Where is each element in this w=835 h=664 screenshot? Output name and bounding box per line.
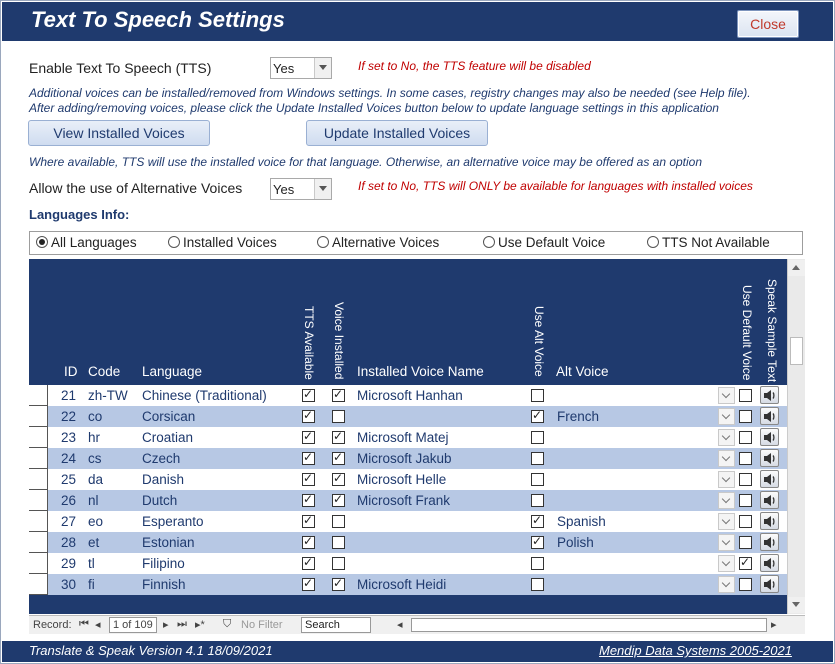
cell-installed-voice-name: Microsoft Heidi: [357, 577, 447, 592]
use-default-voice-checkbox[interactable]: [739, 494, 752, 507]
use-alt-voice-checkbox[interactable]: [531, 557, 544, 570]
speaker-icon[interactable]: [760, 575, 779, 593]
chevron-down-icon[interactable]: [314, 179, 331, 199]
table-row[interactable]: [29, 574, 787, 595]
tts-available-checkbox[interactable]: [302, 473, 315, 486]
voice-installed-checkbox[interactable]: [332, 452, 345, 465]
cell-language: Croatian: [142, 430, 194, 445]
scroll-left-icon[interactable]: ◂: [397, 619, 403, 631]
scroll-up-icon[interactable]: [788, 260, 805, 276]
cell-code: cs: [88, 451, 102, 466]
col-use-alt-voice: Use Alt Voice: [532, 306, 546, 377]
cell-language: Estonian: [142, 535, 195, 550]
alt-voice-dropdown-icon[interactable]: [718, 471, 735, 488]
scroll-thumb[interactable]: [790, 337, 803, 365]
filter-status[interactable]: No Filter: [241, 619, 283, 631]
use-default-voice-checkbox[interactable]: [739, 431, 752, 444]
scroll-right-icon[interactable]: ▸: [771, 619, 777, 631]
speaker-icon[interactable]: [760, 470, 779, 488]
info-line-1: Additional voices can be installed/removed from Windows settings. In some cases, registry changes may also be needed (see Help file).: [29, 86, 751, 100]
first-record-icon[interactable]: ⏮: [79, 618, 89, 630]
use-alt-voice-checkbox[interactable]: [531, 389, 544, 402]
table-row[interactable]: [29, 448, 787, 469]
radio-label: Installed Voices: [183, 235, 277, 250]
voice-installed-checkbox[interactable]: [332, 410, 345, 423]
vertical-scrollbar[interactable]: [787, 259, 805, 614]
use-alt-voice-checkbox[interactable]: [531, 578, 544, 591]
cell-id: 23: [60, 430, 76, 445]
cell-code: da: [88, 472, 104, 487]
table-row[interactable]: [29, 427, 787, 448]
radio-label: Alternative Voices: [332, 235, 440, 250]
radio-icon: [647, 236, 659, 248]
cell-code: nl: [88, 493, 99, 508]
voice-installed-checkbox[interactable]: [332, 536, 345, 549]
last-record-icon[interactable]: ⏭: [177, 618, 187, 630]
cell-id: 25: [60, 472, 76, 487]
cell-language: Corsican: [142, 409, 196, 424]
col-id: ID: [64, 364, 78, 379]
speaker-icon[interactable]: [760, 428, 779, 446]
voice-installed-checkbox[interactable]: [332, 389, 345, 402]
speaker-icon[interactable]: [760, 386, 779, 404]
filter-icon: ⛉: [223, 618, 232, 630]
cell-language: Chinese (Traditional): [142, 388, 267, 403]
col-speak-sample-text: Speak Sample Text: [765, 279, 779, 383]
use-alt-voice-checkbox[interactable]: [531, 494, 544, 507]
cell-code: tl: [88, 556, 95, 571]
cell-id: 29: [60, 556, 76, 571]
use-default-voice-checkbox[interactable]: [739, 452, 752, 465]
radio-icon: [483, 236, 495, 248]
close-button[interactable]: Close: [737, 10, 799, 38]
table-row[interactable]: [29, 469, 787, 490]
horizontal-scrollbar[interactable]: [411, 618, 767, 632]
use-alt-voice-checkbox[interactable]: [531, 473, 544, 486]
cell-installed-voice-name: Microsoft Frank: [357, 493, 451, 508]
radio-installed-voices[interactable]: [168, 235, 277, 250]
col-voice-installed: Voice Installed: [332, 302, 346, 380]
use-alt-voice-checkbox[interactable]: [531, 410, 544, 423]
footer-bar: [2, 641, 833, 662]
alt-voices-value: Yes: [273, 182, 295, 197]
cell-language: Dutch: [142, 493, 178, 508]
radio-label: TTS Not Available: [662, 235, 770, 250]
cell-id: 22: [60, 409, 76, 424]
use-alt-voice-checkbox[interactable]: [531, 452, 544, 465]
col-code: Code: [88, 364, 121, 379]
cell-code: zh-TW: [88, 388, 128, 403]
alt-voice-dropdown-icon[interactable]: [718, 534, 735, 551]
speaker-icon[interactable]: [760, 533, 779, 551]
radio-icon: [168, 236, 180, 248]
radio-all-languages[interactable]: [36, 235, 137, 250]
tts-available-checkbox[interactable]: [302, 431, 315, 444]
new-record-icon[interactable]: ▸*: [195, 619, 205, 631]
speaker-icon[interactable]: [760, 407, 779, 425]
alt-voice-dropdown-icon[interactable]: [718, 408, 735, 425]
cell-alt-voice: French: [557, 409, 600, 424]
cell-installed-voice-name: Microsoft Matej: [357, 430, 449, 445]
cell-language: Danish: [142, 472, 185, 487]
tts-available-checkbox[interactable]: [302, 557, 315, 570]
cell-id: 28: [60, 535, 76, 550]
view-installed-voices-button[interactable]: View Installed Voices: [28, 120, 210, 146]
record-navigator: [29, 615, 805, 634]
enable-tts-value: Yes: [273, 61, 295, 76]
use-default-voice-checkbox[interactable]: [739, 473, 752, 486]
cell-installed-voice-name: Microsoft Jakub: [357, 451, 452, 466]
page-title: Text To Speech Settings: [31, 7, 285, 32]
cell-language: Filipino: [142, 556, 185, 571]
alt-voices-label: Allow the use of Alternative Voices: [29, 180, 243, 196]
search-input[interactable]: Search: [301, 617, 371, 633]
col-alt-voice: Alt Voice: [556, 364, 609, 379]
cell-id: 24: [60, 451, 76, 466]
use-alt-voice-checkbox[interactable]: [531, 515, 544, 528]
use-alt-voice-checkbox[interactable]: [531, 536, 544, 549]
scroll-down-icon[interactable]: [788, 597, 805, 613]
speaker-icon[interactable]: [760, 554, 779, 572]
languages-info-label: Languages Info:: [29, 207, 130, 222]
tts-available-checkbox[interactable]: [302, 389, 315, 402]
use-default-voice-checkbox[interactable]: [739, 578, 752, 591]
cell-language: Esperanto: [142, 514, 204, 529]
use-alt-voice-checkbox[interactable]: [531, 431, 544, 444]
table-row[interactable]: [29, 490, 787, 511]
col-use-default-voice: Use Default Voice: [740, 285, 754, 381]
alt-voice-info: Where available, TTS will use the installed voice for that language. Otherwise, an alternative voice may be offered as an option: [29, 155, 703, 169]
alt-voices-note: If set to No, TTS will ONLY be available for languages with installed voices: [358, 179, 753, 193]
col-installed-voice-name: Installed Voice Name: [357, 364, 484, 379]
table-row[interactable]: [29, 511, 787, 532]
record-label: Record:: [33, 619, 72, 631]
alt-voice-dropdown-icon[interactable]: [718, 387, 735, 404]
voice-installed-checkbox[interactable]: [332, 515, 345, 528]
table-row[interactable]: [29, 553, 787, 574]
alt-voice-dropdown-icon[interactable]: [718, 429, 735, 446]
speaker-icon[interactable]: [760, 491, 779, 509]
cell-code: et: [88, 535, 100, 550]
alt-voice-dropdown-icon[interactable]: [718, 555, 735, 572]
use-default-voice-checkbox[interactable]: [739, 557, 752, 570]
voice-installed-checkbox[interactable]: [332, 431, 345, 444]
alt-voices-select[interactable]: [270, 178, 332, 200]
enable-tts-select[interactable]: [270, 57, 332, 79]
radio-label: All Languages: [51, 235, 137, 250]
title-bar: [2, 2, 833, 41]
prev-record-icon[interactable]: ◂: [95, 619, 101, 631]
radio-alternative-voices[interactable]: [317, 235, 439, 250]
use-default-voice-checkbox[interactable]: [739, 536, 752, 549]
cell-id: 21: [60, 388, 76, 403]
radio-label: Use Default Voice: [498, 235, 606, 250]
radio-tts-not-available[interactable]: [647, 235, 770, 250]
table-row[interactable]: [29, 532, 787, 553]
language-filter-group: [29, 231, 803, 255]
cell-alt-voice: Spanish: [557, 514, 606, 529]
col-language: Language: [142, 364, 203, 379]
enable-tts-note: If set to No, the TTS feature will be disabled: [358, 59, 591, 73]
cell-code: co: [88, 409, 103, 424]
tts-available-checkbox[interactable]: [302, 578, 315, 591]
tts-available-checkbox[interactable]: [302, 536, 315, 549]
table-row[interactable]: [29, 385, 787, 406]
use-default-voice-checkbox[interactable]: [739, 389, 752, 402]
tts-available-checkbox[interactable]: [302, 452, 315, 465]
tts-available-checkbox[interactable]: [302, 515, 315, 528]
cell-id: 30: [60, 577, 76, 592]
cell-language: Czech: [142, 451, 181, 466]
enable-tts-label: Enable Text To Speech (TTS): [29, 60, 212, 76]
chevron-down-icon[interactable]: [314, 58, 331, 78]
speaker-icon[interactable]: [760, 512, 779, 530]
cell-id: 27: [60, 514, 76, 529]
cell-language: Finnish: [142, 577, 186, 592]
voice-installed-checkbox[interactable]: [332, 557, 345, 570]
use-default-voice-checkbox[interactable]: [739, 410, 752, 423]
voice-installed-checkbox[interactable]: [332, 494, 345, 507]
cell-code: eo: [88, 514, 104, 529]
cell-installed-voice-name: Microsoft Helle: [357, 472, 447, 487]
radio-use-default-voice[interactable]: [483, 235, 605, 250]
record-position[interactable]: 1 of 109: [109, 617, 157, 633]
cell-id: 26: [60, 493, 76, 508]
voice-installed-checkbox[interactable]: [332, 473, 345, 486]
info-line-2: After adding/removing voices, please click the Update Installed Voices button below to update language settings in this application: [29, 101, 719, 115]
table-row[interactable]: [29, 406, 787, 427]
update-installed-voices-button[interactable]: Update Installed Voices: [306, 120, 488, 146]
alt-voice-dropdown-icon[interactable]: [718, 450, 735, 467]
use-default-voice-checkbox[interactable]: [739, 515, 752, 528]
company-link[interactable]: Mendip Data Systems 2005-2021: [599, 643, 792, 658]
alt-voice-dropdown-icon[interactable]: [718, 492, 735, 509]
radio-selected-icon: [36, 236, 48, 248]
cell-installed-voice-name: Microsoft Hanhan: [357, 388, 463, 403]
tts-available-checkbox[interactable]: [302, 410, 315, 423]
voice-installed-checkbox[interactable]: [332, 578, 345, 591]
cell-code: hr: [88, 430, 101, 445]
version-info: Translate & Speak Version 4.1 18/09/2021: [29, 643, 273, 658]
radio-icon: [317, 236, 329, 248]
col-tts-available: TTS Available: [302, 306, 316, 380]
alt-voice-dropdown-icon[interactable]: [718, 513, 735, 530]
tts-available-checkbox[interactable]: [302, 494, 315, 507]
speaker-icon[interactable]: [760, 449, 779, 467]
cell-alt-voice: Polish: [557, 535, 594, 550]
cell-code: fi: [88, 577, 95, 592]
alt-voice-dropdown-icon[interactable]: [718, 576, 735, 593]
next-record-icon[interactable]: ▸: [163, 619, 169, 631]
